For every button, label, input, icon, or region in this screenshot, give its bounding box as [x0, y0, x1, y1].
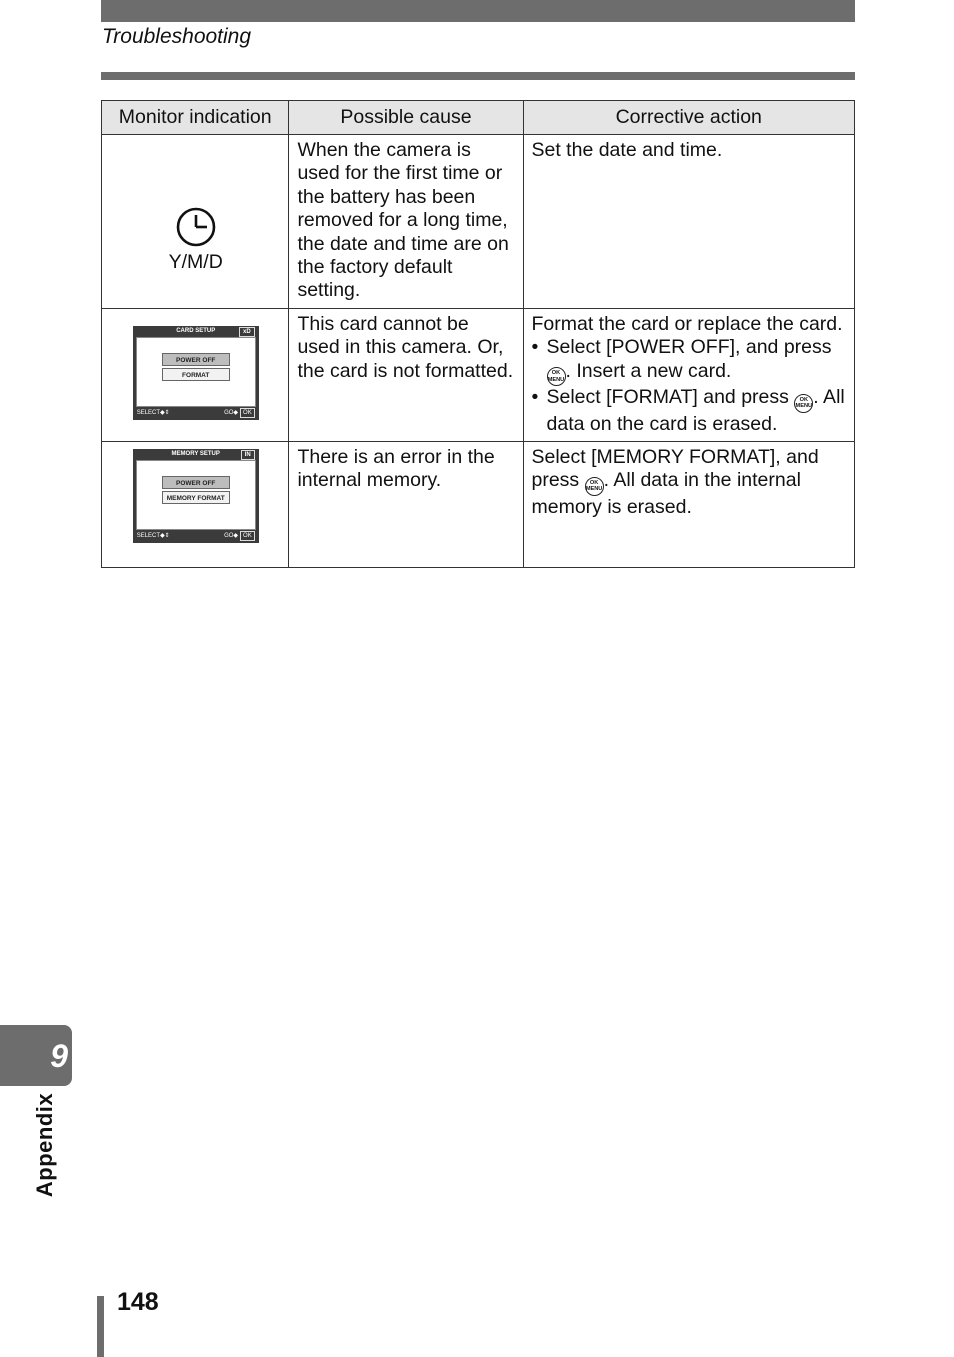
page-number-bar — [97, 1296, 104, 1357]
step-text: . All data on the card is erased. — [546, 386, 845, 435]
cause-cell: There is an error in the internal memory. — [289, 442, 523, 568]
step-text: . Insert a new card. — [565, 359, 732, 382]
memory-format-option: MEMORY FORMAT — [162, 491, 230, 504]
action-intro: Format the card or replace the card. — [531, 312, 843, 335]
go-label: GO — [224, 533, 234, 540]
chapter-label: Appendix — [32, 1092, 57, 1198]
indication-cell — [102, 135, 289, 309]
action-text: . All data in the internal memory is erased. — [531, 469, 801, 518]
date-format-label: Y/M/D — [168, 251, 223, 274]
ok-menu-bottom: MENU — [585, 486, 603, 493]
format-option: FORMAT — [162, 368, 230, 381]
action-cell — [523, 308, 855, 441]
section-title: Troubleshooting — [102, 25, 252, 48]
power-off-option: POWER OFF — [162, 353, 230, 366]
go-hint — [224, 407, 255, 420]
xd-card-badge: xD — [239, 327, 255, 337]
table-row — [102, 442, 855, 568]
go-hint — [224, 530, 255, 543]
action-text: Select [MEMORY FORMAT], and press — [531, 446, 819, 492]
arrow-icon: ◆⇕ — [160, 409, 170, 416]
memory-setup-screen — [133, 449, 259, 543]
ok-menu-top: OK — [551, 370, 561, 377]
header-rule — [101, 72, 855, 80]
select-hint — [137, 407, 170, 420]
ok-menu-top: OK — [799, 396, 808, 403]
arrow-icon: ◆ — [233, 533, 239, 540]
arrow-icon: ◆⇕ — [160, 533, 170, 540]
indication-cell — [102, 442, 289, 568]
internal-memory-badge: IN — [241, 450, 255, 460]
column-header-action: Corrective action — [523, 101, 855, 135]
card-setup-screen — [133, 326, 259, 420]
ok-menu-button-icon — [794, 394, 813, 413]
action-step — [532, 336, 848, 386]
step-text: Select [POWER OFF], and press — [546, 336, 832, 359]
screen-footer — [133, 407, 259, 420]
ok-menu-top: OK — [589, 479, 599, 486]
arrow-icon: ◆ — [233, 409, 239, 416]
power-off-option: POWER OFF — [162, 476, 230, 489]
bullet: • — [531, 336, 539, 359]
ok-menu-bottom: MENU — [795, 403, 813, 410]
table-row — [102, 308, 855, 441]
page-number: 148 — [117, 1288, 159, 1316]
step-text: Select [FORMAT] and press — [546, 386, 795, 409]
select-hint — [137, 530, 170, 543]
chapter-number: 9 — [50, 1038, 68, 1074]
bullet: • — [531, 386, 539, 409]
troubleshooting-table — [101, 100, 855, 568]
column-header-indication: Monitor indication — [102, 101, 289, 135]
select-label: SELECT — [136, 533, 161, 540]
action-cell: Set the date and time. — [523, 135, 855, 309]
cause-cell: This card cannot be used in this camera. Or, the card is not formatted. — [289, 308, 523, 441]
select-label: SELECT — [136, 409, 161, 416]
ok-label: OK — [240, 408, 255, 418]
header-bar — [101, 0, 855, 22]
screen-title: MEMORY SETUP — [171, 451, 220, 458]
ok-menu-button-icon — [585, 477, 604, 496]
go-label: GO — [224, 409, 234, 416]
ok-menu-bottom: MENU — [547, 376, 565, 383]
column-header-cause: Possible cause — [289, 101, 523, 135]
action-cell — [523, 442, 855, 568]
action-step — [532, 386, 848, 436]
screen-footer — [133, 530, 259, 543]
table-row — [102, 135, 855, 309]
screen-title: CARD SETUP — [176, 327, 216, 334]
ok-label: OK — [240, 531, 255, 541]
cause-cell: When the camera is used for the first time or the battery has been removed for a long time, the date and time are on the factory default setting. — [289, 135, 523, 309]
indication-cell — [102, 308, 289, 441]
clock-icon — [176, 207, 216, 247]
table-header-row — [102, 101, 855, 135]
ok-menu-button-icon — [547, 367, 566, 386]
